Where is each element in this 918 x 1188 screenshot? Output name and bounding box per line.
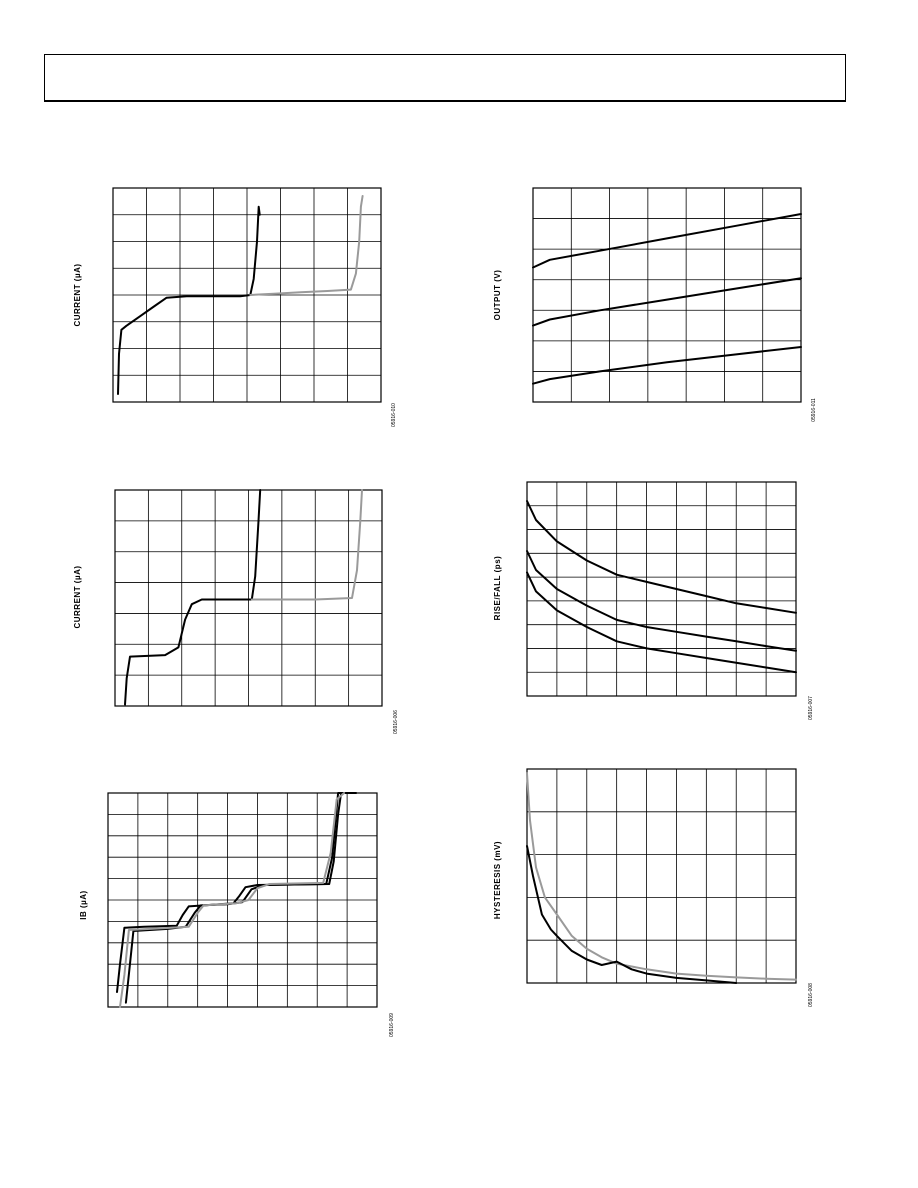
chart-5-ylabel: IB (µA): [79, 890, 88, 920]
chart-6-series-2: [527, 846, 736, 983]
chart-1: [73, 188, 397, 427]
chart-2-ylabel: OUTPUT (V): [493, 269, 502, 321]
chart-3-ylabel: CURRENT (µA): [73, 565, 82, 629]
chart-5: [79, 793, 395, 1037]
chart-2-figure-code: 05916-011: [811, 398, 817, 422]
chart-1-ylabel: CURRENT (µA): [73, 263, 82, 327]
chart-3: [73, 490, 399, 734]
chart-6-ylabel: HYSTERESIS (mV): [493, 840, 502, 920]
chart-2-series-3: [533, 347, 801, 384]
chart-2-frame: [533, 188, 801, 402]
chart-1-series-1: [118, 207, 260, 394]
chart-3-figure-code: 05916-006: [393, 710, 399, 734]
chart-4-frame: [527, 482, 796, 696]
chart-5-series-2: [126, 793, 356, 1003]
chart-4-series-3: [527, 572, 796, 672]
chart-4: [493, 482, 814, 720]
chart-1-figure-code: 05916-010: [391, 403, 397, 427]
chart-3-series-1: [125, 490, 260, 705]
chart-2-series-1: [533, 214, 801, 268]
chart-4-figure-code: 05916-007: [808, 696, 814, 720]
chart-5-figure-code: 05916-009: [389, 1013, 395, 1037]
chart-5-series-1: [117, 793, 341, 992]
chart-3-series-2: [252, 490, 362, 600]
chart-4-ylabel: RISE/FALL (ps): [493, 555, 502, 621]
chart-1-series-2: [250, 196, 362, 295]
chart-2: [493, 188, 817, 422]
chart-2-series-2: [533, 278, 801, 325]
chart-4-series-1: [527, 501, 796, 613]
chart-6-series-1: [527, 773, 796, 979]
chart-6-frame: [527, 769, 796, 983]
chart-6: [493, 769, 814, 1007]
chart-6-figure-code: 05916-008: [808, 983, 814, 1007]
